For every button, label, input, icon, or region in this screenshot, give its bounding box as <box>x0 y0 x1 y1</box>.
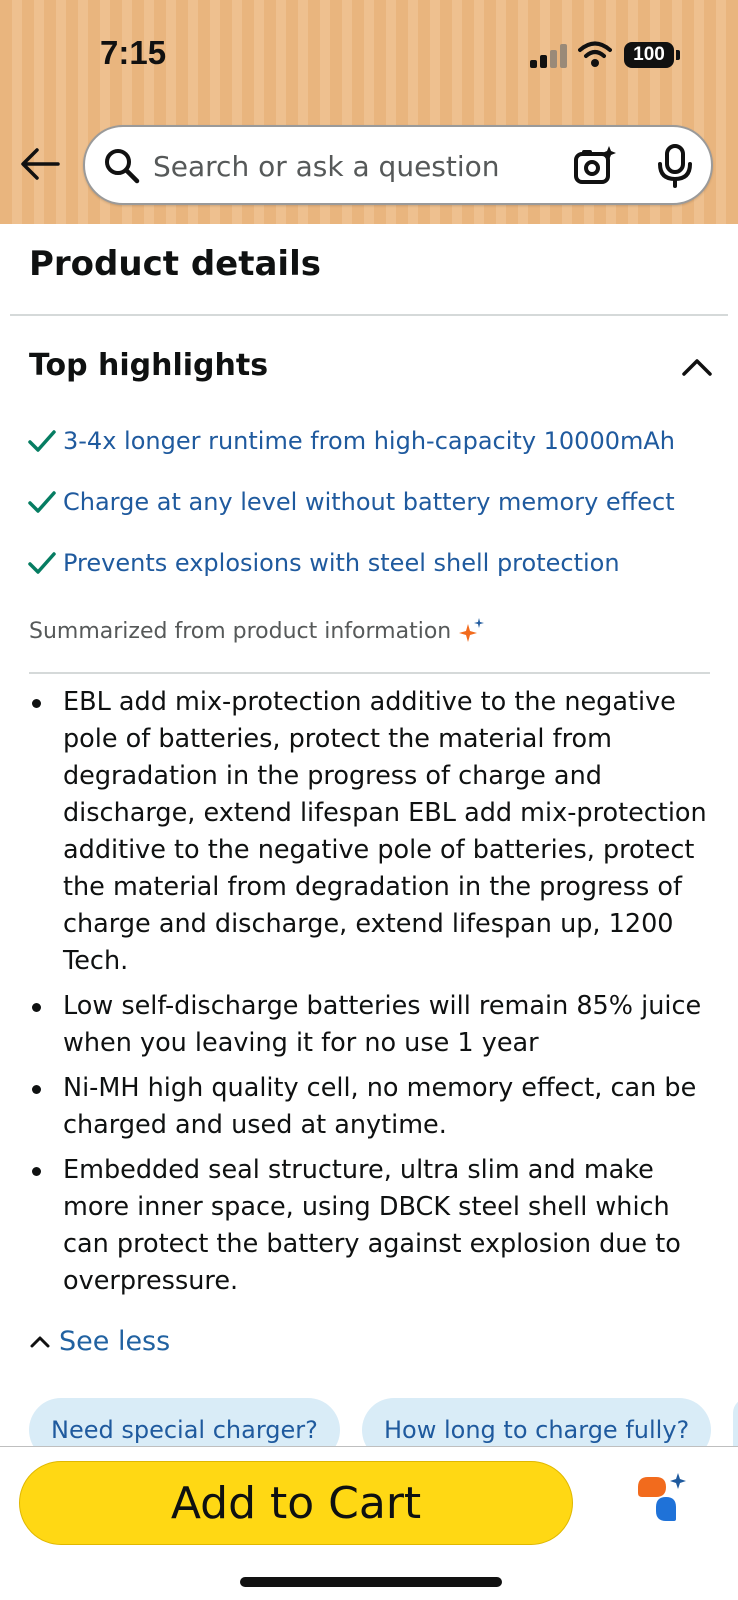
summarized-text: Summarized from product information <box>29 618 452 644</box>
header <box>0 0 738 224</box>
search-icon <box>103 147 141 185</box>
highlight-text: Charge at any level without battery memory effect <box>63 488 675 516</box>
question-chip[interactable]: How long to charge fully? <box>362 1398 711 1462</box>
highlight-item <box>27 482 675 522</box>
question-chip[interactable]: Need special charger? <box>29 1398 340 1462</box>
chevron-up-icon <box>29 1331 51 1353</box>
status-time: 7:15 <box>100 34 167 71</box>
top-highlights-title: Top highlights <box>29 348 269 383</box>
list-item: Embedded seal structure, ultra slim and make more inner space, using DBCK steel shell which can protect the battery against explosion due to overpressure. <box>29 1152 719 1300</box>
battery-icon: 100 <box>624 42 674 68</box>
search-bar[interactable] <box>83 125 713 205</box>
see-less-link[interactable] <box>29 1326 170 1357</box>
product-details-title: Product details <box>29 244 321 284</box>
microphone-icon[interactable] <box>655 144 695 188</box>
divider <box>29 672 710 674</box>
battery-tip <box>676 50 680 60</box>
cellular-signal-icon <box>530 44 568 68</box>
feature-bullet-list <box>29 684 719 1308</box>
home-indicator <box>240 1577 502 1587</box>
list-item: Ni-MH high quality cell, no memory effect, can be charged and used at anytime. <box>29 1070 719 1144</box>
check-icon <box>27 548 57 578</box>
ai-sparkle-icon <box>459 618 485 644</box>
rufus-assistant-icon[interactable] <box>634 1471 690 1527</box>
search-input[interactable] <box>153 145 543 187</box>
see-less-label: See less <box>59 1326 171 1357</box>
chevron-up-icon[interactable] <box>680 352 714 382</box>
highlight-text: Prevents explosions with steel shell protection <box>63 549 620 577</box>
check-icon <box>27 426 57 456</box>
camera-sparkle-icon[interactable] <box>572 144 616 188</box>
bottom-action-bar <box>0 1446 738 1600</box>
summarized-note <box>29 618 485 644</box>
divider <box>10 314 728 316</box>
highlight-text: 3-4x longer runtime from high-capacity 10000mAh <box>63 427 675 455</box>
back-arrow-icon <box>20 147 60 181</box>
list-item: EBL add mix-protection additive to the negative pole of batteries, protect the material from degradation in the progress of charge and discharge, extend lifespan EBL add mix-protection additive to the negative pole of batteries, protect the material from degradation in the progress of charge and discharge, extend lifespan up, 1200 Tech. <box>29 684 719 980</box>
add-to-cart-button[interactable]: Add to Cart <box>19 1461 573 1545</box>
highlight-item <box>27 543 620 583</box>
check-icon <box>27 487 57 517</box>
wifi-icon <box>578 40 612 68</box>
list-item: Low self-discharge batteries will remain 85% juice when you leaving it for no use 1 year <box>29 988 719 1062</box>
highlight-item <box>27 421 675 461</box>
back-button[interactable] <box>18 142 62 186</box>
